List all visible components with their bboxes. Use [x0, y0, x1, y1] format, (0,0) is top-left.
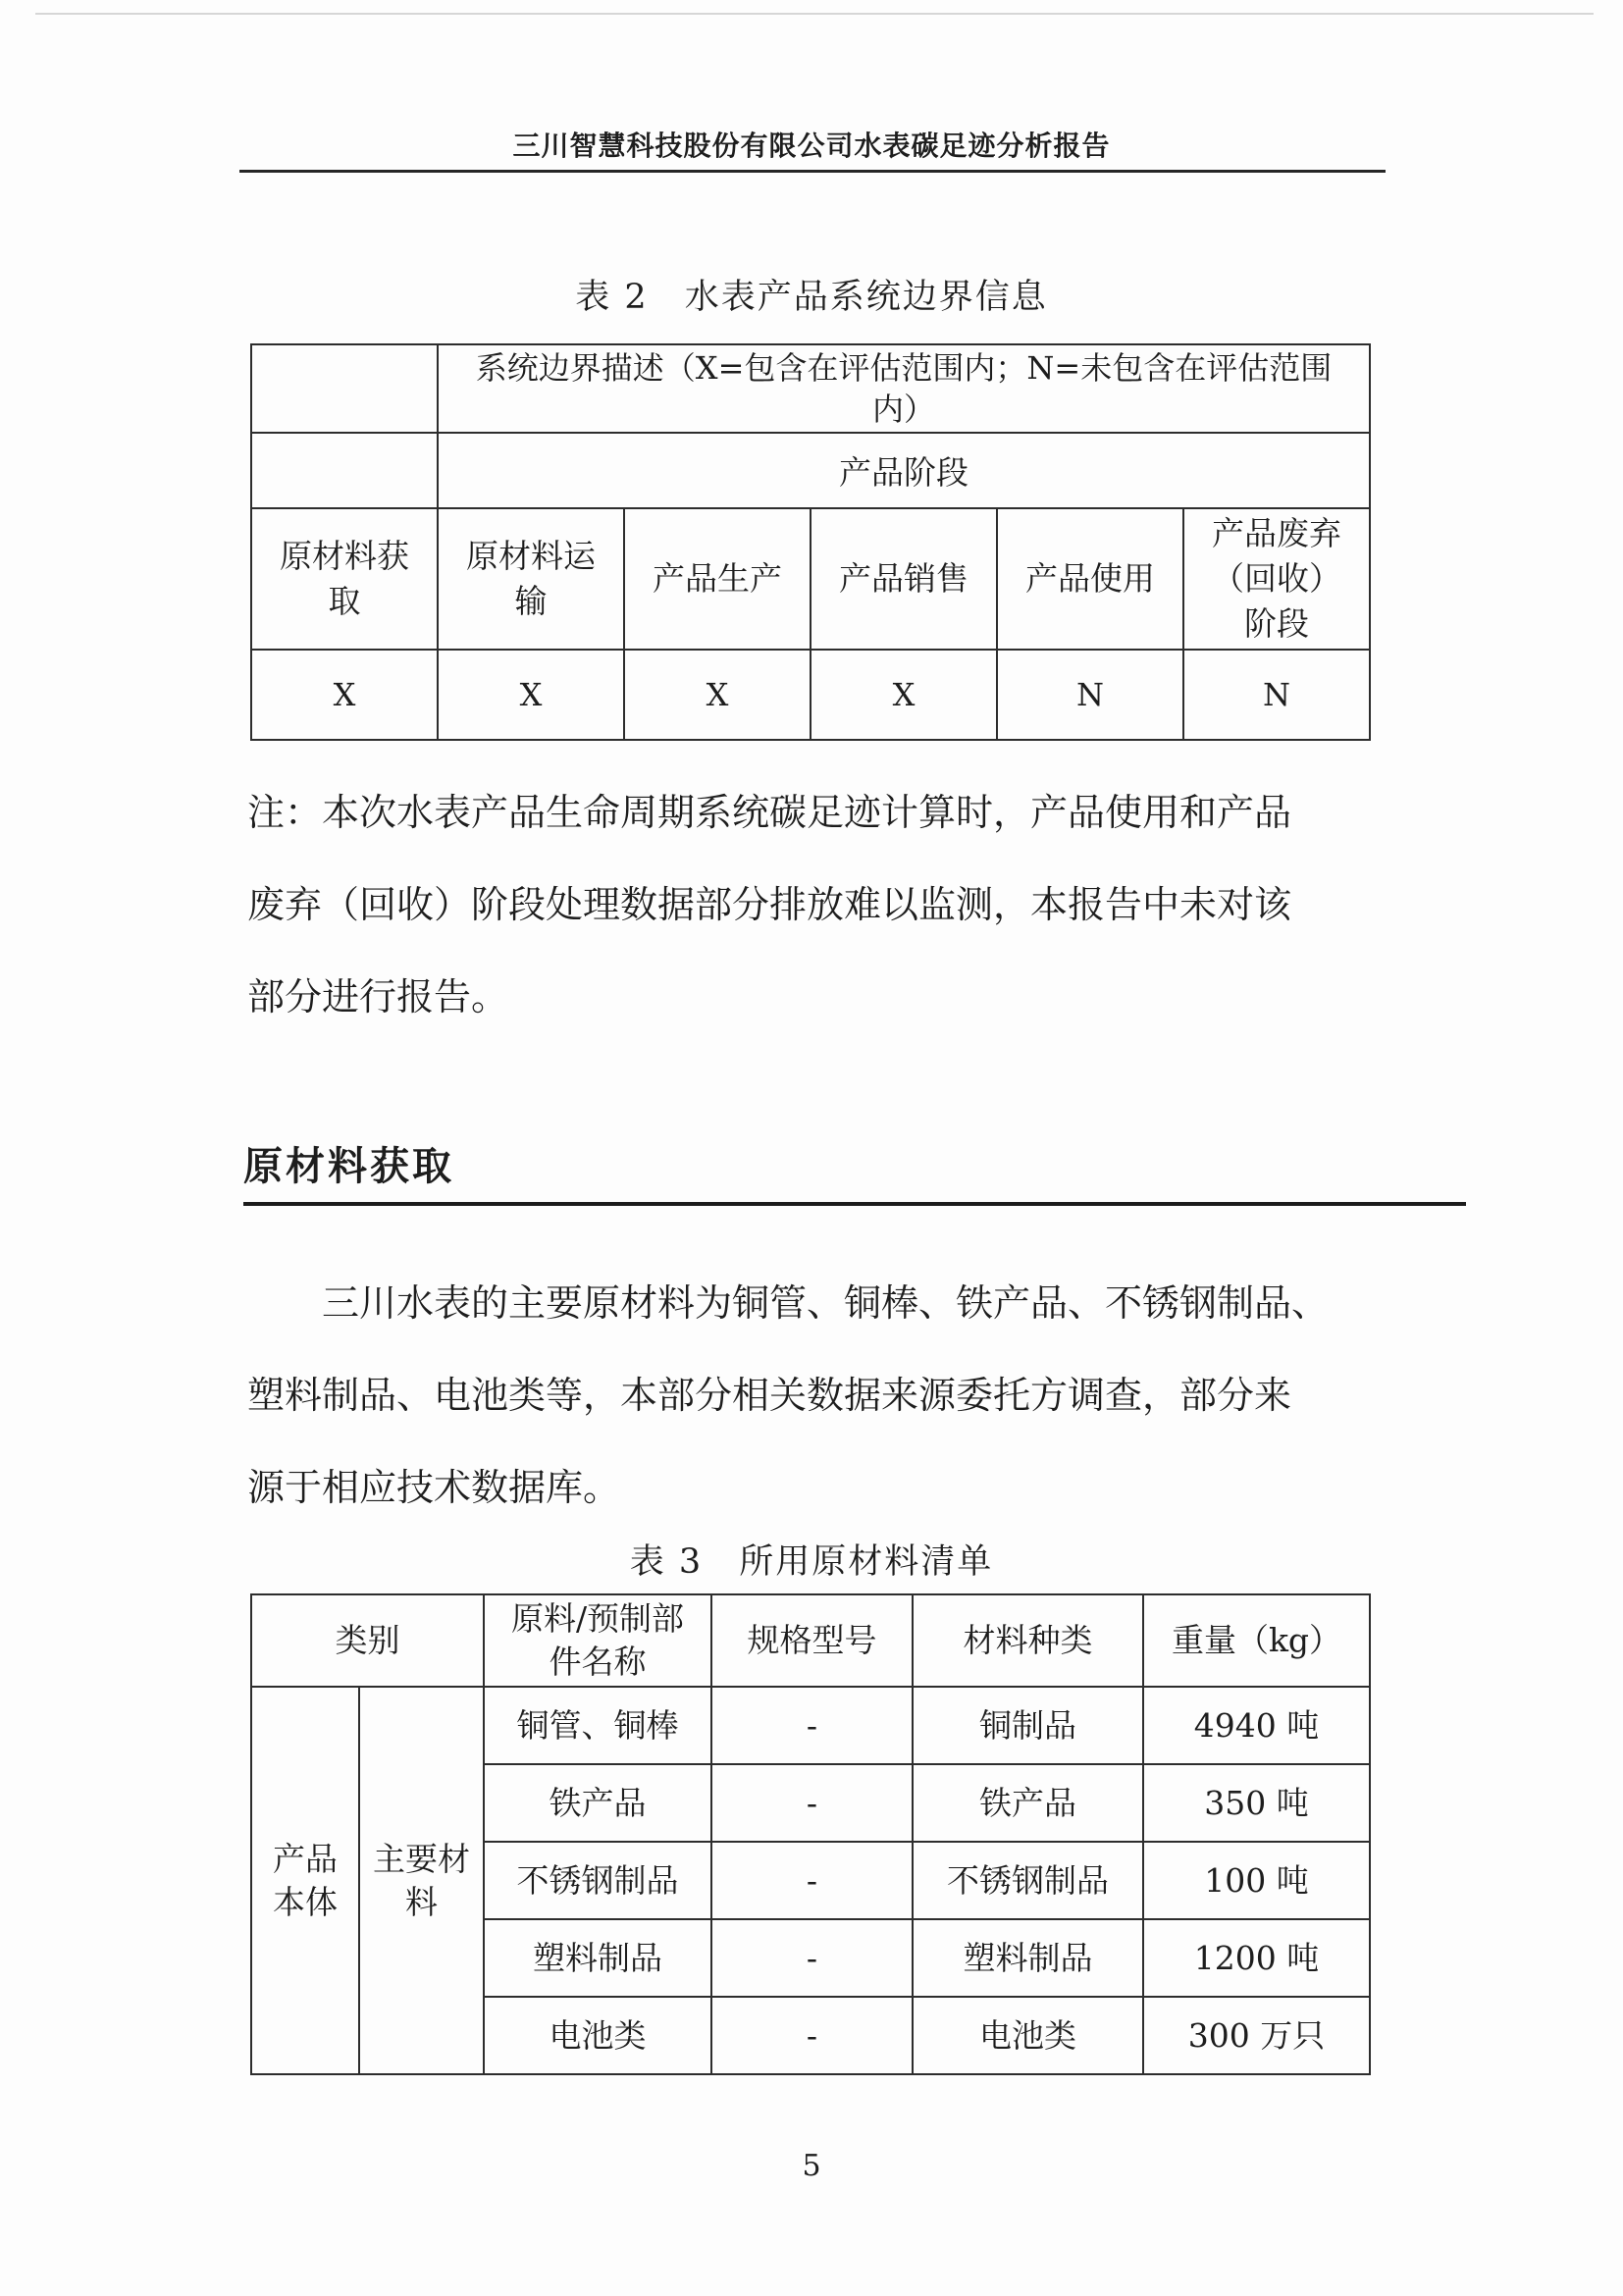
- material-type-cell: 铁产品: [913, 1764, 1143, 1842]
- report-title: 三川智慧科技股份有限公司水表碳足迹分析报告: [512, 130, 1111, 162]
- paragraph-line: 源于相应技术数据库。: [247, 1466, 621, 1509]
- column-header-cell: 材料种类: [913, 1594, 1143, 1687]
- paragraph-line: 塑料制品、电池类等，本部分相关数据来源委托方调查，部分来: [247, 1374, 1292, 1417]
- value-cell: N: [1183, 650, 1370, 740]
- note-line: 废弃（回收）阶段处理数据部分排放难以监测，本报告中未对该: [247, 883, 1292, 926]
- note-line: 注：本次水表产品生命周期系统碳足迹计算时，产品使用和产品: [247, 791, 1292, 834]
- table-header-row: [251, 1594, 1370, 1687]
- column-header-cell: 产品使用: [997, 508, 1183, 650]
- note-line: 部分进行报告。: [247, 975, 509, 1018]
- header-rule: [239, 170, 1386, 173]
- material-type-cell: 不锈钢制品: [913, 1842, 1143, 1919]
- empty-cell: [251, 344, 438, 433]
- spec-cell: -: [711, 1687, 913, 1764]
- section-heading-raw-materials: [243, 1141, 1466, 1206]
- table-row: [251, 508, 1370, 650]
- spec-cell: -: [711, 1842, 913, 1919]
- table2-caption: 表 2 水表产品系统边界信息: [575, 278, 1048, 317]
- page-number: 5: [802, 2149, 821, 2183]
- material-name-cell: 铁产品: [484, 1764, 711, 1842]
- material-name-cell: 不锈钢制品: [484, 1842, 711, 1919]
- column-header-cell: 原材料获取: [251, 508, 438, 650]
- subcategory-cell: 主要材料: [359, 1687, 484, 2074]
- column-header-cell: 产品废弃（回收）阶段: [1183, 508, 1370, 650]
- column-header-cell: 原材料运输: [438, 508, 624, 650]
- empty-cell: [251, 433, 438, 508]
- scan-artifact-line: [35, 13, 1594, 15]
- material-name-cell: 电池类: [484, 1997, 711, 2074]
- table-row: [251, 650, 1370, 740]
- value-cell: X: [438, 650, 624, 740]
- material-name-cell: 塑料制品: [484, 1919, 711, 1997]
- table3-raw-materials: [250, 1593, 1371, 2075]
- material-type-cell: 电池类: [913, 1997, 1143, 2074]
- value-cell: X: [624, 650, 811, 740]
- body-paragraph: [247, 1257, 1380, 1534]
- weight-cell: 300 万只: [1143, 1997, 1370, 2074]
- material-name-cell: 铜管、铜棒: [484, 1687, 711, 1764]
- table-row: [251, 433, 1370, 508]
- value-cell: X: [811, 650, 997, 740]
- weight-cell: 350 吨: [1143, 1764, 1370, 1842]
- material-type-cell: 铜制品: [913, 1687, 1143, 1764]
- column-header-cell: 类别: [251, 1594, 484, 1687]
- column-header-cell: 规格型号: [711, 1594, 913, 1687]
- material-type-cell: 塑料制品: [913, 1919, 1143, 1997]
- column-header-cell: 原料/预制部件名称: [484, 1594, 711, 1687]
- table-row: [251, 344, 1370, 433]
- boundary-description-cell: 系统边界描述（X=包含在评估范围内；N=未包含在评估范围内）: [438, 344, 1370, 433]
- value-cell: X: [251, 650, 438, 740]
- table2-system-boundary: [250, 343, 1371, 741]
- column-header-cell: 重量（kg）: [1143, 1594, 1370, 1687]
- category-cell: 产品本体: [251, 1687, 359, 2074]
- value-cell: N: [997, 650, 1183, 740]
- weight-cell: 1200 吨: [1143, 1919, 1370, 1997]
- weight-cell: 4940 吨: [1143, 1687, 1370, 1764]
- column-header-cell: 产品销售: [811, 508, 997, 650]
- table-row: [251, 1687, 1370, 1764]
- weight-cell: 100 吨: [1143, 1842, 1370, 1919]
- spec-cell: -: [711, 1919, 913, 1997]
- page-header: [0, 0, 1623, 173]
- spec-cell: -: [711, 1764, 913, 1842]
- paragraph-line: 三川水表的主要原材料为铜管、铜棒、铁产品、不锈钢制品、: [322, 1281, 1330, 1325]
- table3-caption: 表 3 所用原材料清单: [629, 1542, 994, 1582]
- spec-cell: -: [711, 1997, 913, 2074]
- stage-header-cell: 产品阶段: [438, 433, 1370, 508]
- note-paragraph: [247, 766, 1380, 1043]
- section-heading-text: 原材料获取: [243, 1144, 454, 1189]
- column-header-cell: 产品生产: [624, 508, 811, 650]
